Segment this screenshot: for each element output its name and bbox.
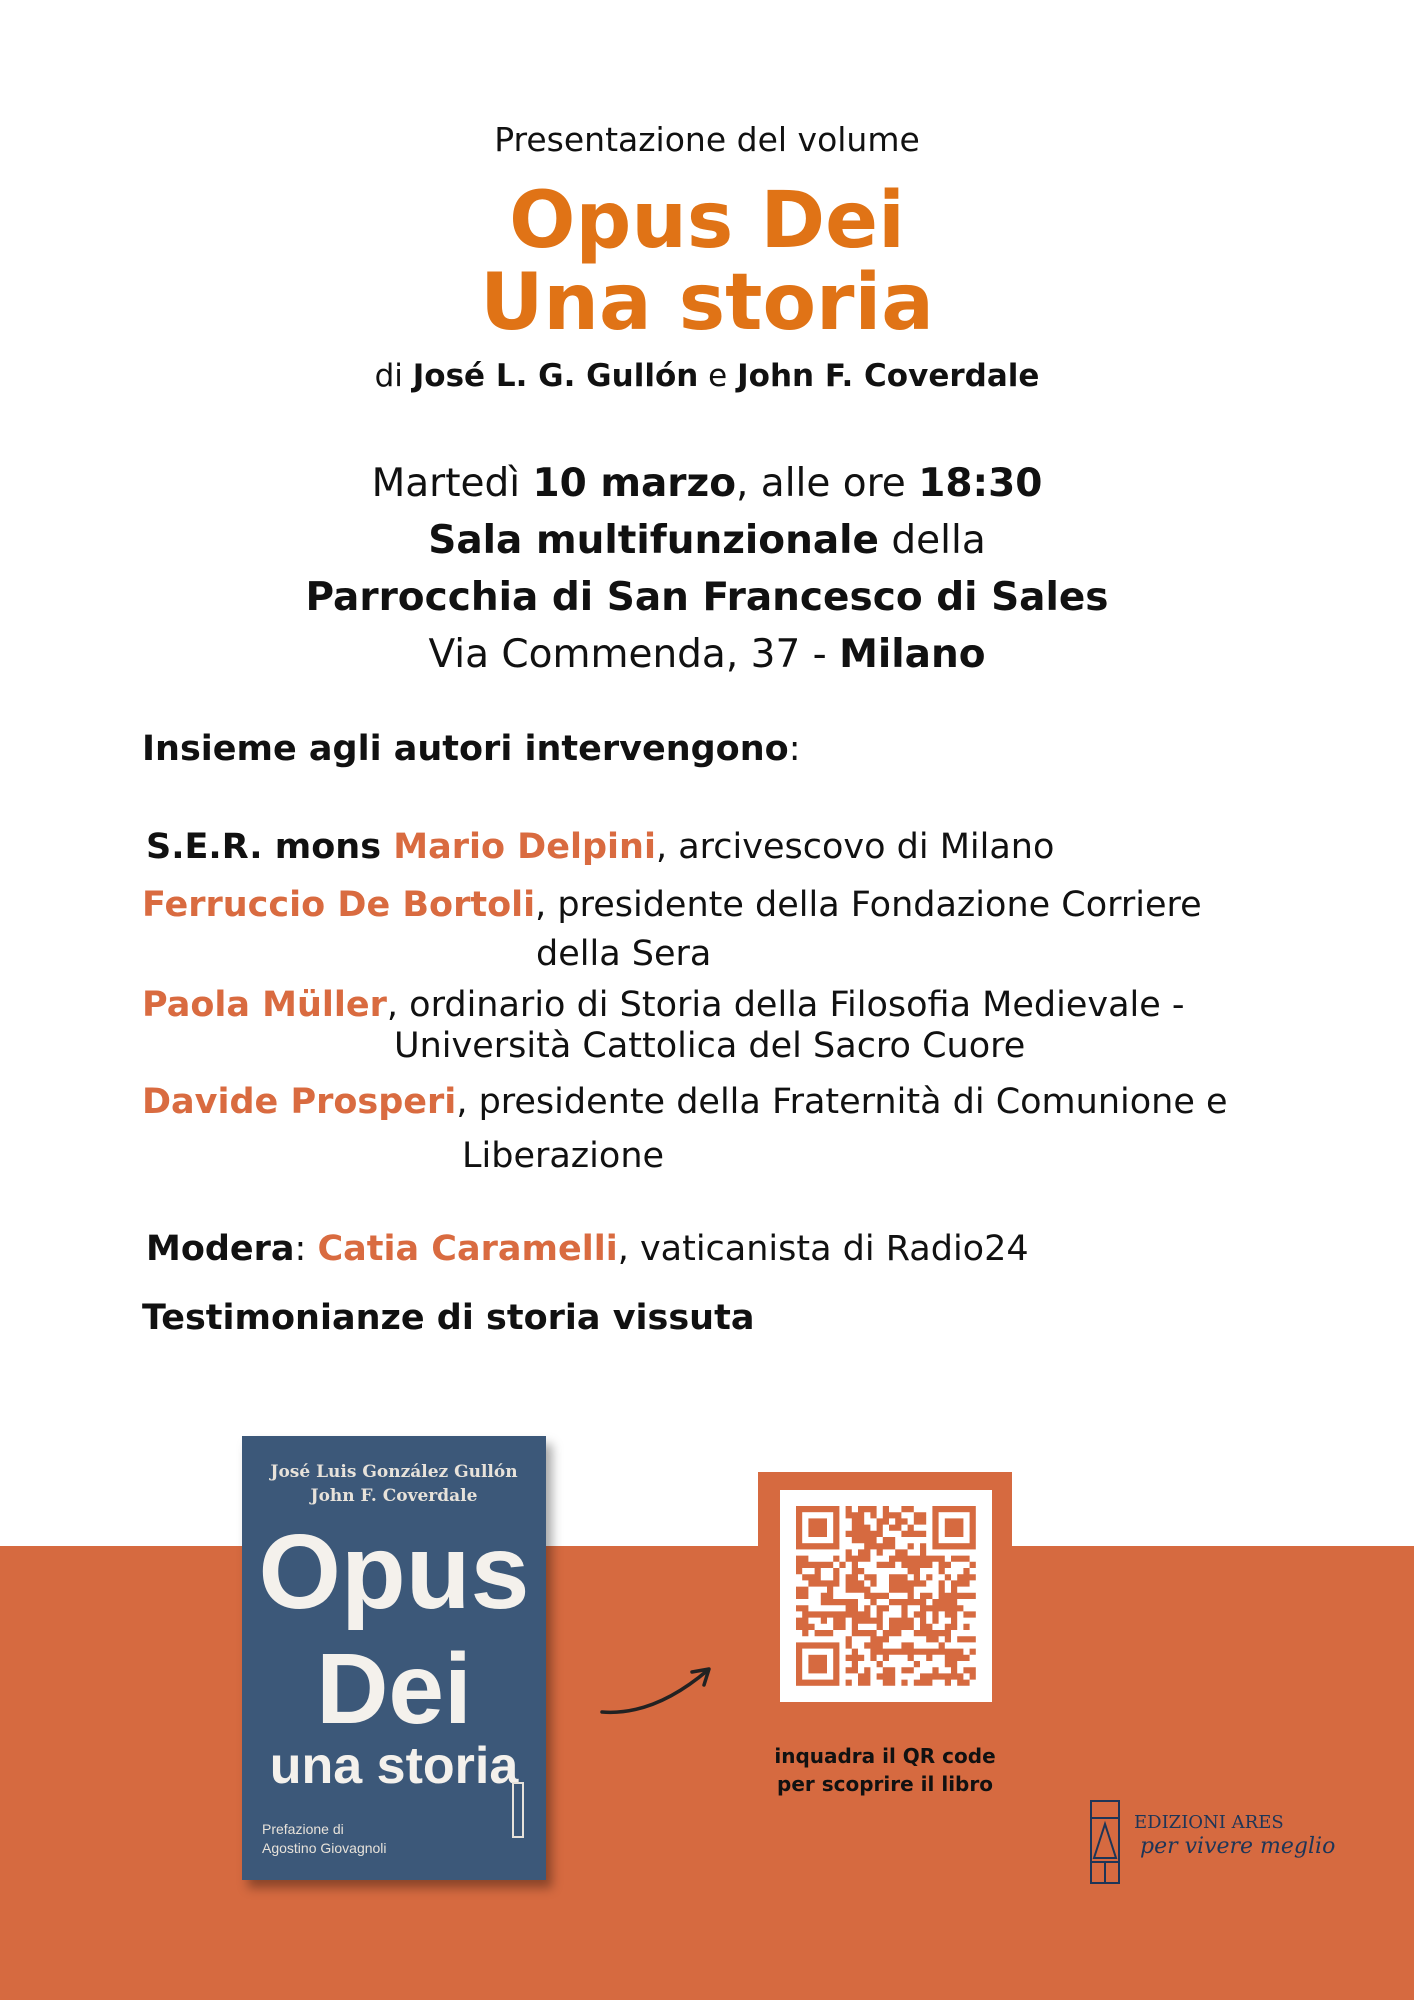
speaker-3: [142, 984, 1185, 1026]
event-time: 18:30: [918, 461, 1043, 506]
event-date: 10 marzo: [532, 461, 737, 506]
speaker-1: [146, 826, 1054, 868]
book-author-2: John F. Coverdale: [310, 1486, 478, 1506]
speaker-4-role-continued: Liberazione: [462, 1136, 665, 1176]
publisher-name: EDIZIONI ARES: [1134, 1812, 1284, 1833]
title-line-2: Una storia: [480, 258, 934, 348]
speaker-1-role: , arcivescovo di Milano: [655, 827, 1055, 867]
qr-caption-line-2: per scoprire il libro: [777, 1772, 993, 1796]
speakers-heading: [142, 729, 800, 769]
publisher-logo-icon: [1090, 1800, 1120, 1884]
book-preface: [262, 1820, 387, 1858]
moderator-colon: :: [294, 1229, 318, 1269]
moderator-name: Catia Caramelli: [317, 1229, 618, 1269]
author-2: John F. Coverdale: [737, 358, 1040, 394]
book-subtitle: una storia: [269, 1737, 519, 1795]
event-venue-suffix: della: [879, 518, 986, 563]
speaker-3-role: , ordinario di Storia della Filosofia Medievale -: [386, 985, 1185, 1025]
book-preface-label: Prefazione di: [262, 1821, 344, 1837]
event-time-prefix: , alle ore: [736, 461, 919, 506]
event-address-line: [0, 626, 1414, 683]
speakers-heading-colon: :: [788, 729, 801, 769]
event-venue: Sala multifunzionale: [428, 518, 879, 563]
event-title: [0, 176, 1414, 348]
book-cover: [242, 1436, 546, 1880]
event-address: Via Commenda, 37 -: [428, 632, 840, 677]
speaker-4-role: , presidente della Fraternità di Comunione e: [456, 1082, 1228, 1122]
moderator-label: Modera: [146, 1229, 295, 1269]
title-line-1: Opus Dei: [509, 176, 905, 266]
speaker-1-prefix: S.E.R. mons: [146, 827, 394, 867]
speaker-4-name: Davide Prosperi: [142, 1082, 457, 1122]
book-publisher-mark: [512, 1782, 524, 1838]
intro-text: Presentazione del volume: [494, 120, 920, 159]
qr-pattern: [780, 1490, 992, 1702]
publisher-motto: per vivere meglio: [1140, 1834, 1336, 1859]
event-day: Martedì: [371, 461, 533, 506]
qr-caption: [740, 1742, 1030, 1798]
publisher-logo: [1090, 1800, 1336, 1888]
arrow-icon: [598, 1662, 716, 1720]
speaker-3-name: Paola Müller: [142, 985, 387, 1025]
authors-line: [0, 358, 1414, 394]
event-parish-line: [0, 569, 1414, 626]
authors-and: e: [698, 358, 738, 394]
book-preface-author: Agostino Giovagnoli: [262, 1840, 387, 1856]
speaker-4: [142, 1081, 1228, 1123]
speaker-2-role-continued: della Sera: [536, 934, 712, 974]
author-1: José L. G. Gullón: [412, 358, 699, 394]
moderator-line: [146, 1228, 1029, 1270]
speaker-2-name: Ferruccio De Bortoli: [142, 885, 536, 925]
book-author-1: José Luis González Gullón: [270, 1462, 518, 1482]
book-title-1: Opus: [258, 1513, 530, 1631]
qr-caption-line-1: inquadra il QR code: [774, 1744, 996, 1768]
testimonies-text: [142, 1298, 754, 1338]
event-details: [0, 455, 1414, 683]
footer-band: [0, 1546, 1414, 2000]
speaker-3-role-continued: Università Cattolica del Sacro Cuore: [394, 1026, 1026, 1066]
speaker-1-name: Mario Delpini: [393, 827, 656, 867]
event-venue-line: [0, 512, 1414, 569]
authors-prefix: di: [374, 358, 413, 394]
moderator-role: , vaticanista di Radio24: [617, 1229, 1029, 1269]
speakers-heading-text: Insieme agli autori intervengono: [142, 729, 789, 769]
testimonies-label: Testimonianze di storia vissuta: [142, 1298, 755, 1338]
event-date-line: [0, 455, 1414, 512]
speaker-2-role: , presidente della Fondazione Corriere: [535, 885, 1202, 925]
qr-code[interactable]: [780, 1490, 992, 1702]
event-city: Milano: [839, 632, 986, 677]
book-title-2: Dei: [316, 1633, 472, 1745]
speaker-2: [142, 884, 1202, 926]
event-parish: Parrocchia di San Francesco di Sales: [305, 575, 1109, 620]
